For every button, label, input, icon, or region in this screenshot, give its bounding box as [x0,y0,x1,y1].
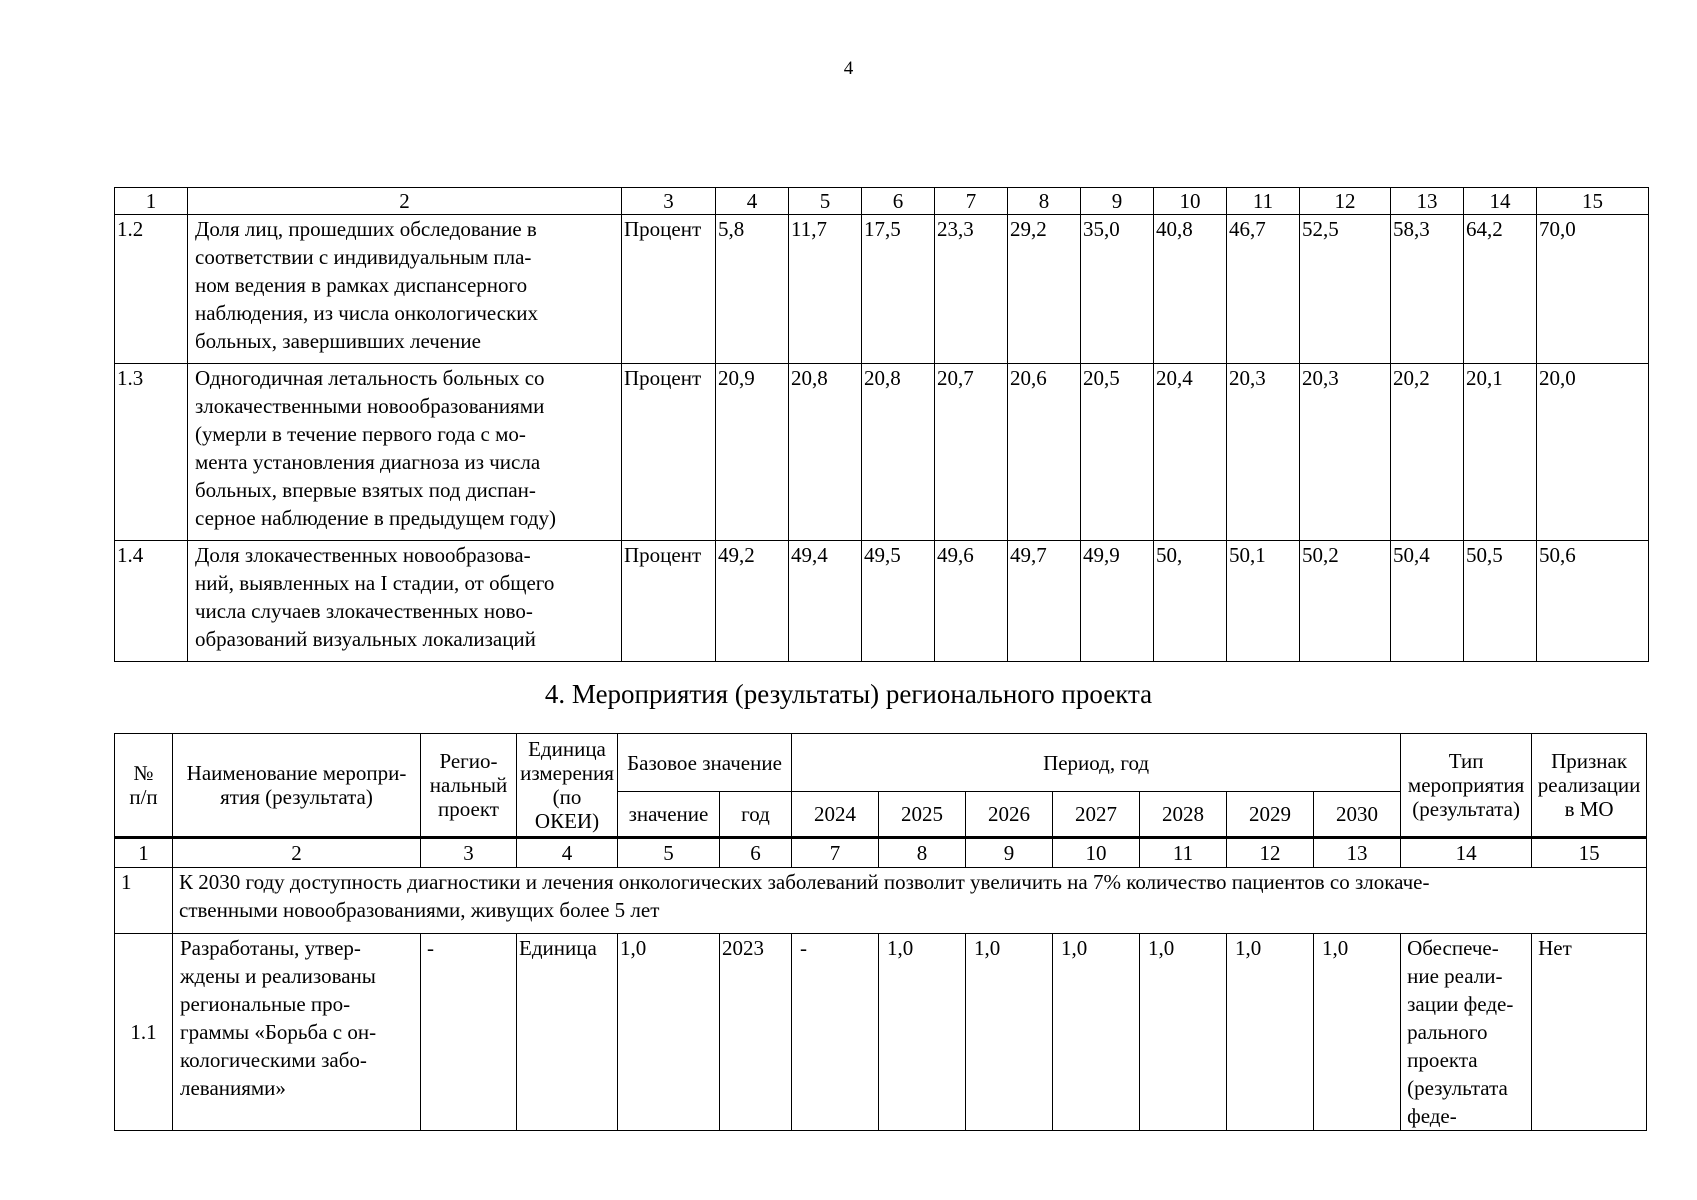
header-activity-type: Тип мероприятия (результата) [1401,734,1532,838]
unit-cell: Процент [622,215,716,364]
row-number: 1.2 [115,215,188,364]
value-cell: 49,7 [1008,541,1081,662]
activities-table [114,733,1647,1131]
value-cell: 64,2 [1464,215,1537,364]
value-cell: 20,1 [1464,364,1537,541]
activity-year-value: 1,0 [966,934,1053,1131]
activity-regional-project: - [421,934,517,1131]
value-cell: 50,1 [1227,541,1300,662]
column-number: 10 [1053,838,1140,868]
column-number: 11 [1140,838,1227,868]
activity-name: Разработаны, утвер- ждены и реализованы региональные про- граммы «Борьба с он- кологическими забо- леваниями» [173,934,421,1131]
row-number: 1.3 [115,364,188,541]
value-cell: 20,3 [1227,364,1300,541]
activity-year-value: 1,0 [1140,934,1227,1131]
column-number: 13 [1314,838,1401,868]
header-year: 2030 [1314,792,1401,838]
header-no: № п/п [115,734,173,838]
activity-mo-sign: Нет [1532,934,1647,1131]
column-number: 4 [517,838,618,868]
value-cell: 58,3 [1391,215,1464,364]
column-number: 14 [1401,838,1532,868]
value-cell: 49,9 [1081,541,1154,662]
page-number: 4 [843,58,854,79]
header-mo-sign: Признак реализации в МО [1532,734,1647,838]
column-number: 7 [935,188,1008,215]
column-number: 3 [421,838,517,868]
activity-year-value: 1,0 [1314,934,1401,1131]
indicator-row [115,364,1649,541]
value-cell: 11,7 [789,215,862,364]
value-cell: 50,2 [1300,541,1391,662]
goal-number: 1 [115,868,173,934]
column-number: 9 [1081,188,1154,215]
activities-header-row [115,734,1647,792]
header-year: 2026 [966,792,1053,838]
value-cell: 49,5 [862,541,935,662]
value-cell: 17,5 [862,215,935,364]
header-regional-project: Регио- нальный проект [421,734,517,838]
column-number: 5 [789,188,862,215]
value-cell: 5,8 [716,215,789,364]
value-cell: 50,5 [1464,541,1537,662]
value-cell: 20,9 [716,364,789,541]
value-cell: 20,8 [789,364,862,541]
activity-base-value: 1,0 [618,934,720,1131]
unit-cell: Процент [622,364,716,541]
column-number: 6 [720,838,792,868]
column-number: 5 [618,838,720,868]
column-number: 1 [115,188,188,215]
header-year: 2024 [792,792,879,838]
value-cell: 46,7 [1227,215,1300,364]
value-cell: 20,5 [1081,364,1154,541]
value-cell: 49,6 [935,541,1008,662]
activity-year-value: 1,0 [879,934,966,1131]
activity-number: 1.1 [115,934,173,1131]
activity-type: Обеспече- ние реали- зации феде- рального проекта (результата феде- [1401,934,1532,1131]
header-year: 2029 [1227,792,1314,838]
goal-text: К 2030 году доступность диагностики и лечения онкологических заболеваний позволит увеличить на 7% количество пациентов со злокаче- ственными новообразованиями, живущих более 5 лет [173,868,1647,934]
column-number: 11 [1227,188,1300,215]
value-cell: 40,8 [1154,215,1227,364]
column-number: 2 [188,188,622,215]
value-cell: 20,8 [862,364,935,541]
column-number: 4 [716,188,789,215]
value-cell: 29,2 [1008,215,1081,364]
activity-year-value: - [792,934,879,1131]
value-cell: 20,3 [1300,364,1391,541]
value-cell: 20,4 [1154,364,1227,541]
indicator-row [115,215,1649,364]
value-cell: 20,7 [935,364,1008,541]
value-cell: 49,2 [716,541,789,662]
column-number: 8 [879,838,966,868]
indicator-name: Одногодичная летальность больных со злокачественными новообразованиями (умерли в течение первого года с мо- мента установления диагноза из числа больных, впервые взятых под диспан- серное наблюдение в предыдущем году) [188,364,622,541]
value-cell: 20,2 [1391,364,1464,541]
header-year: 2027 [1053,792,1140,838]
activity-base-year: 2023 [720,934,792,1131]
activity-unit: Единица [517,934,618,1131]
goal-row [115,868,1647,934]
value-cell: 50,4 [1391,541,1464,662]
column-number: 12 [1227,838,1314,868]
column-number: 3 [622,188,716,215]
indicator-name: Доля лиц, прошедших обследование в соответствии с индивидуальным пла- ном ведения в рамках диспансерного наблюдения, из числа онкологических больных, завершивших лечение [188,215,622,364]
column-number: 9 [966,838,1053,868]
section-title: 4. Мероприятия (результаты) регионального проекта [544,679,1153,709]
column-number: 12 [1300,188,1391,215]
header-base-value-value: значение [618,792,720,838]
header-unit: Единица измерения (по ОКЕИ) [517,734,618,838]
value-cell: 50,6 [1537,541,1649,662]
value-cell: 35,0 [1081,215,1154,364]
indicators-table [114,187,1649,662]
header-period: Период, год [792,734,1401,792]
value-cell: 20,0 [1537,364,1649,541]
indicator-row [115,541,1649,662]
column-number: 14 [1464,188,1537,215]
column-number: 2 [173,838,421,868]
value-cell: 23,3 [935,215,1008,364]
header-base-value-year: год [720,792,792,838]
value-cell: 49,4 [789,541,862,662]
column-number: 13 [1391,188,1464,215]
value-cell: 52,5 [1300,215,1391,364]
indicators-header-row [115,188,1649,215]
column-number: 1 [115,838,173,868]
unit-cell: Процент [622,541,716,662]
column-number: 8 [1008,188,1081,215]
activity-year-value: 1,0 [1227,934,1314,1131]
column-number: 10 [1154,188,1227,215]
column-number: 6 [862,188,935,215]
header-year: 2025 [879,792,966,838]
activity-row [115,934,1647,1131]
header-base-value: Базовое значение [618,734,792,792]
value-cell: 70,0 [1537,215,1649,364]
column-number: 15 [1532,838,1647,868]
row-number: 1.4 [115,541,188,662]
activities-column-numbers-row [115,838,1647,868]
value-cell: 50, [1154,541,1227,662]
indicator-name: Доля злокачественных новообразова- ний, выявленных на I стадии, от общего числа случаев злокачественных ново- образований визуальных локализаций [188,541,622,662]
column-number: 7 [792,838,879,868]
column-number: 15 [1537,188,1649,215]
header-year: 2028 [1140,792,1227,838]
header-activity-name: Наименование меропри- ятия (результата) [173,734,421,838]
value-cell: 20,6 [1008,364,1081,541]
activity-year-value: 1,0 [1053,934,1140,1131]
